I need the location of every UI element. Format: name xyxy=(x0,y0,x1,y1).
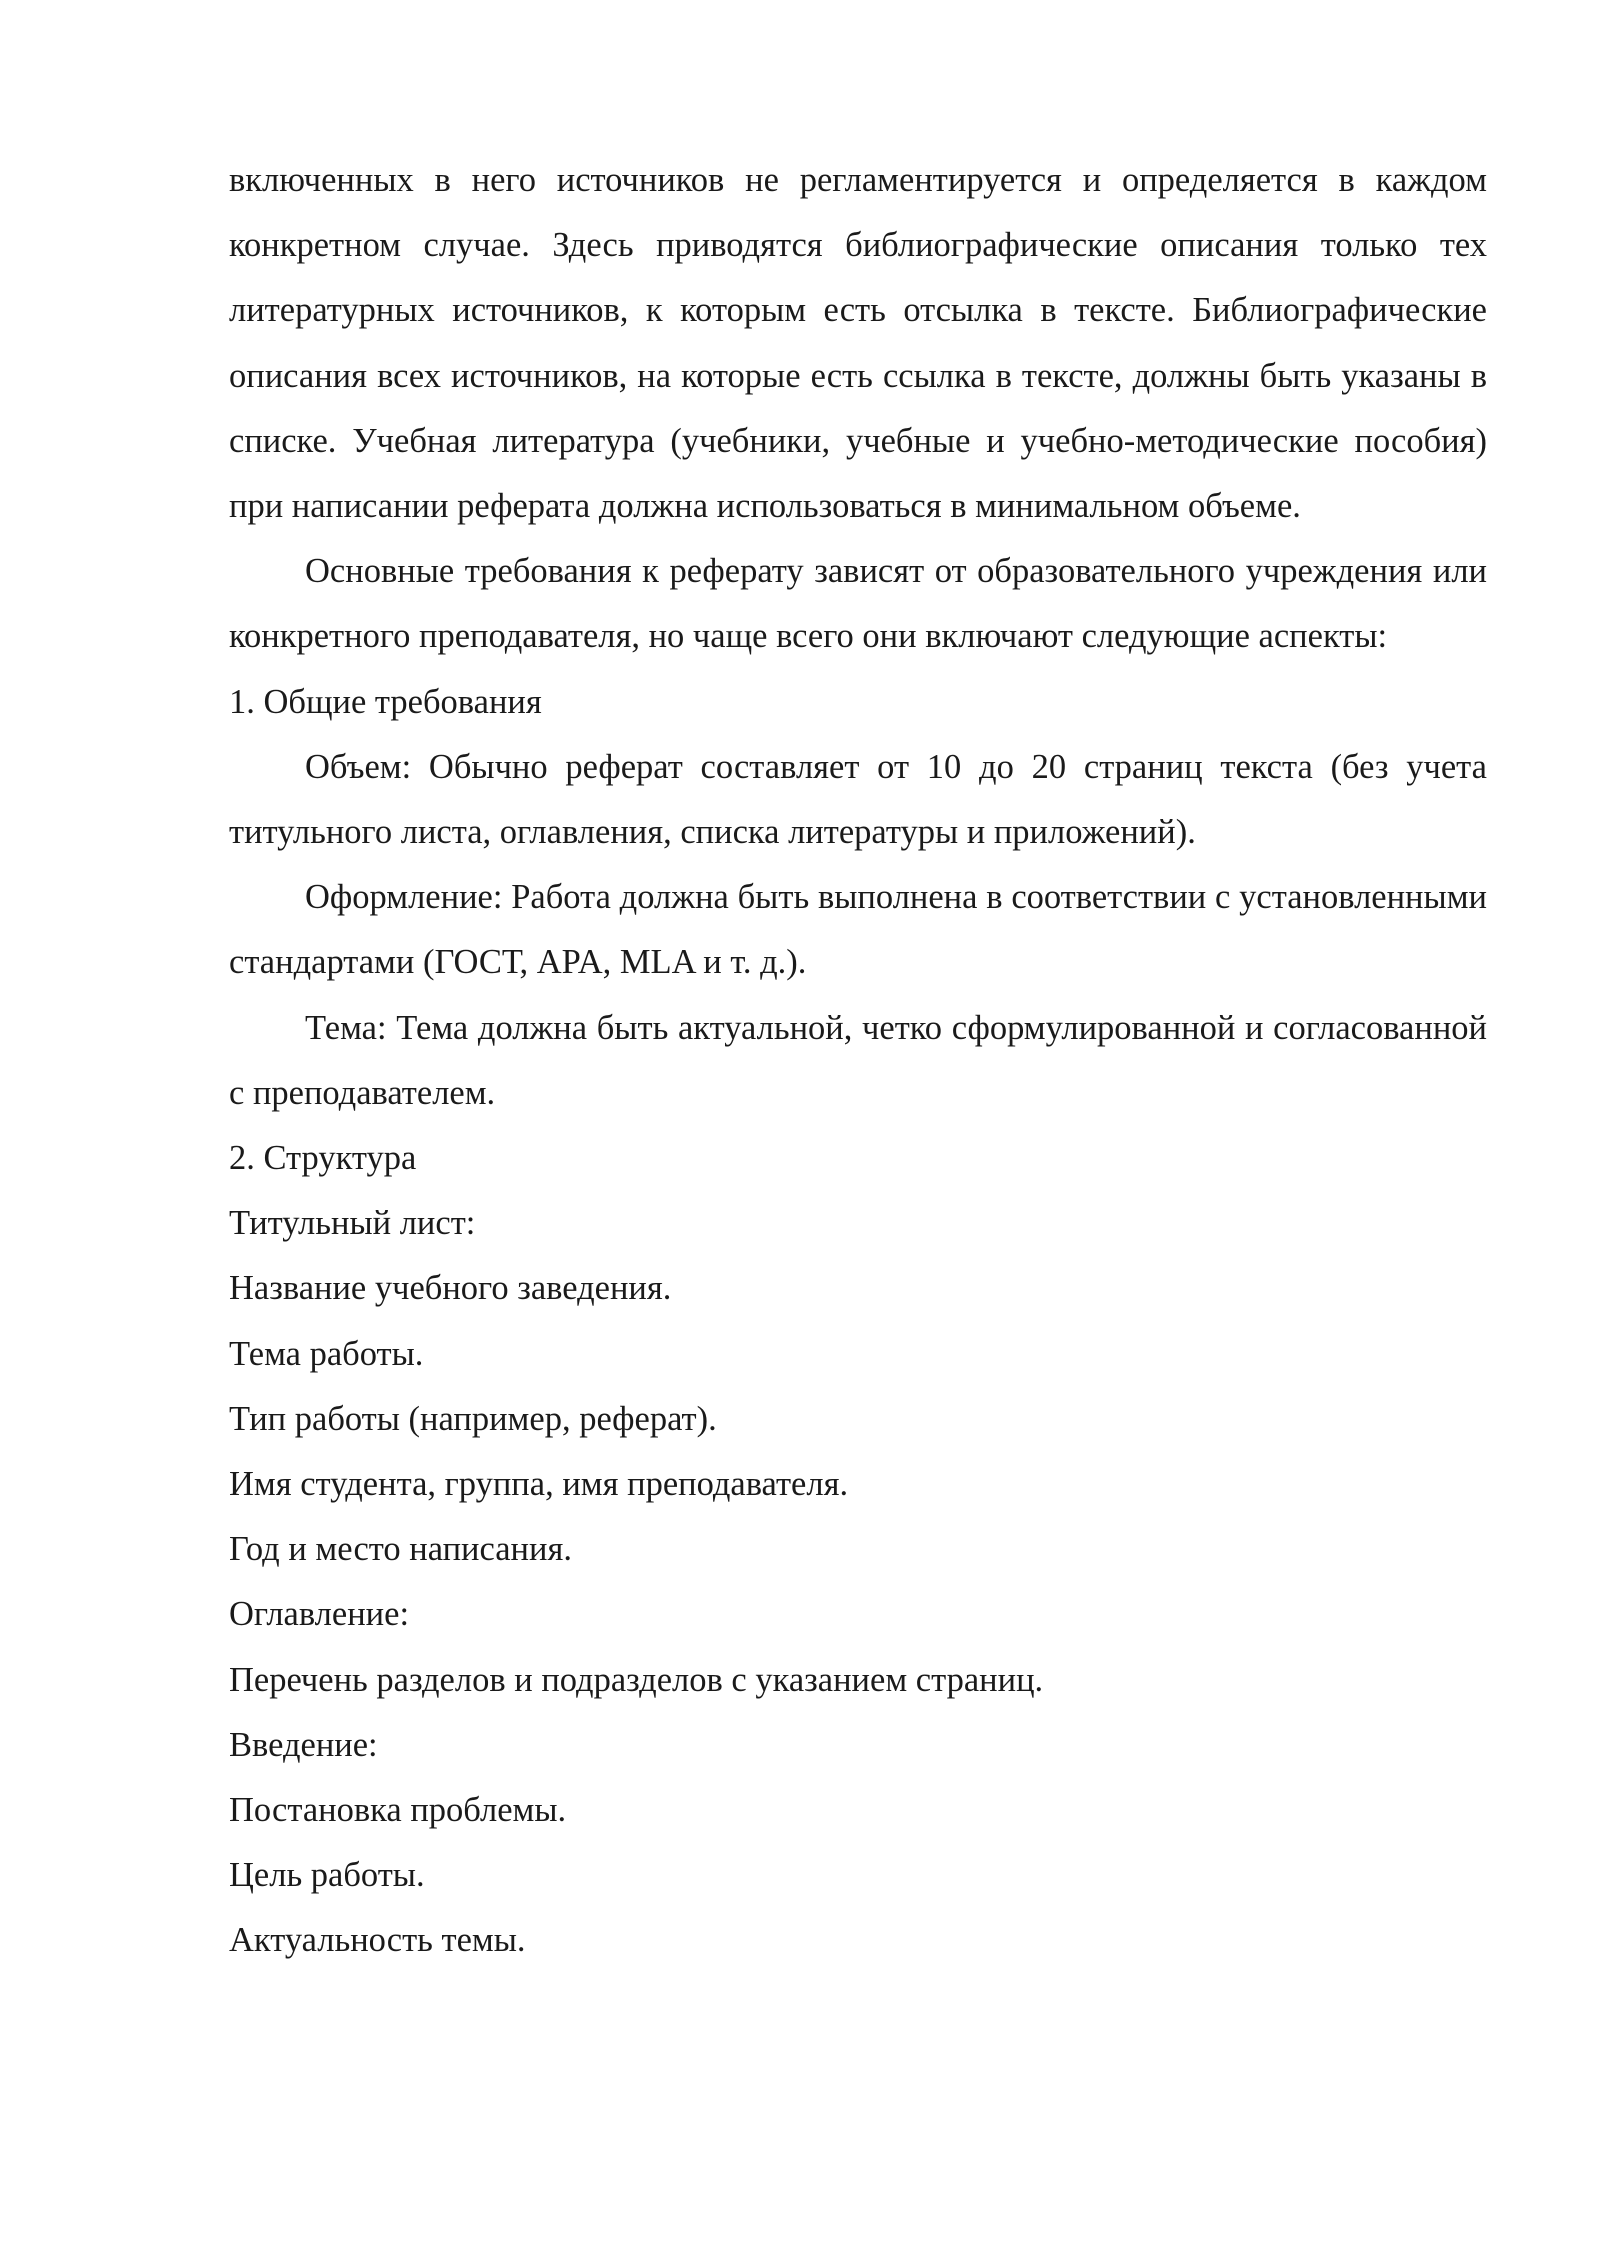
list-item: Титульный лист: xyxy=(229,1204,476,1243)
body-paragraph: Основные требования к реферату зависят от образовательного учреждения или конкретного преподавателя, но чаще всего они включают следующие аспекты: xyxy=(229,552,1487,656)
list-item: Название учебного заведения. xyxy=(229,1269,672,1308)
list-item: Год и место написания. xyxy=(229,1530,572,1569)
list-item: Имя студента, группа, имя преподавателя. xyxy=(229,1465,849,1504)
document-body xyxy=(229,148,1487,1974)
body-paragraph: Объем: Обычно реферат составляет от 10 до 20 страниц текста (без учета титульного листа, оглавления, списка литературы и приложений). xyxy=(229,747,1487,852)
list-item: Тема работы. xyxy=(229,1334,424,1373)
body-paragraph: Оформление: Работа должна быть выполнена в соответствии с установленными стандартами (ГОСТ, APA, MLA и т. д.). xyxy=(229,878,1487,982)
list-item: Постановка проблемы. xyxy=(229,1791,567,1830)
list-item: Цель работы. xyxy=(229,1856,425,1895)
list-item: Оглавление: xyxy=(229,1595,410,1634)
list-item: Тип работы (например, реферат). xyxy=(229,1399,717,1438)
list-item: Перечень разделов и подразделов с указанием страниц. xyxy=(229,1660,1044,1699)
body-paragraph: включенных в него источников не регламентируется и определяется в каждом конкретном случае. Здесь приводятся библиографические описания только тех литературных источников, к которым есть отсылка в тексте. Библиографические описания всех источников, на которые есть ссылка в тексте, должны быть указаны в списке. Учебная литература (учебники, учебные и учебно-методические пособия) при написании реферата должна использоваться в минимальном объеме. xyxy=(229,161,1487,526)
list-item: Актуальность темы. xyxy=(229,1921,526,1960)
section-heading: 2. Структура xyxy=(229,1139,417,1178)
body-paragraph: Тема: Тема должна быть актуальной, четко сформулированной и согласованной с преподавателем. xyxy=(229,1008,1487,1112)
list-item: Введение: xyxy=(229,1725,378,1764)
section-heading: 1. Общие требования xyxy=(229,682,542,721)
